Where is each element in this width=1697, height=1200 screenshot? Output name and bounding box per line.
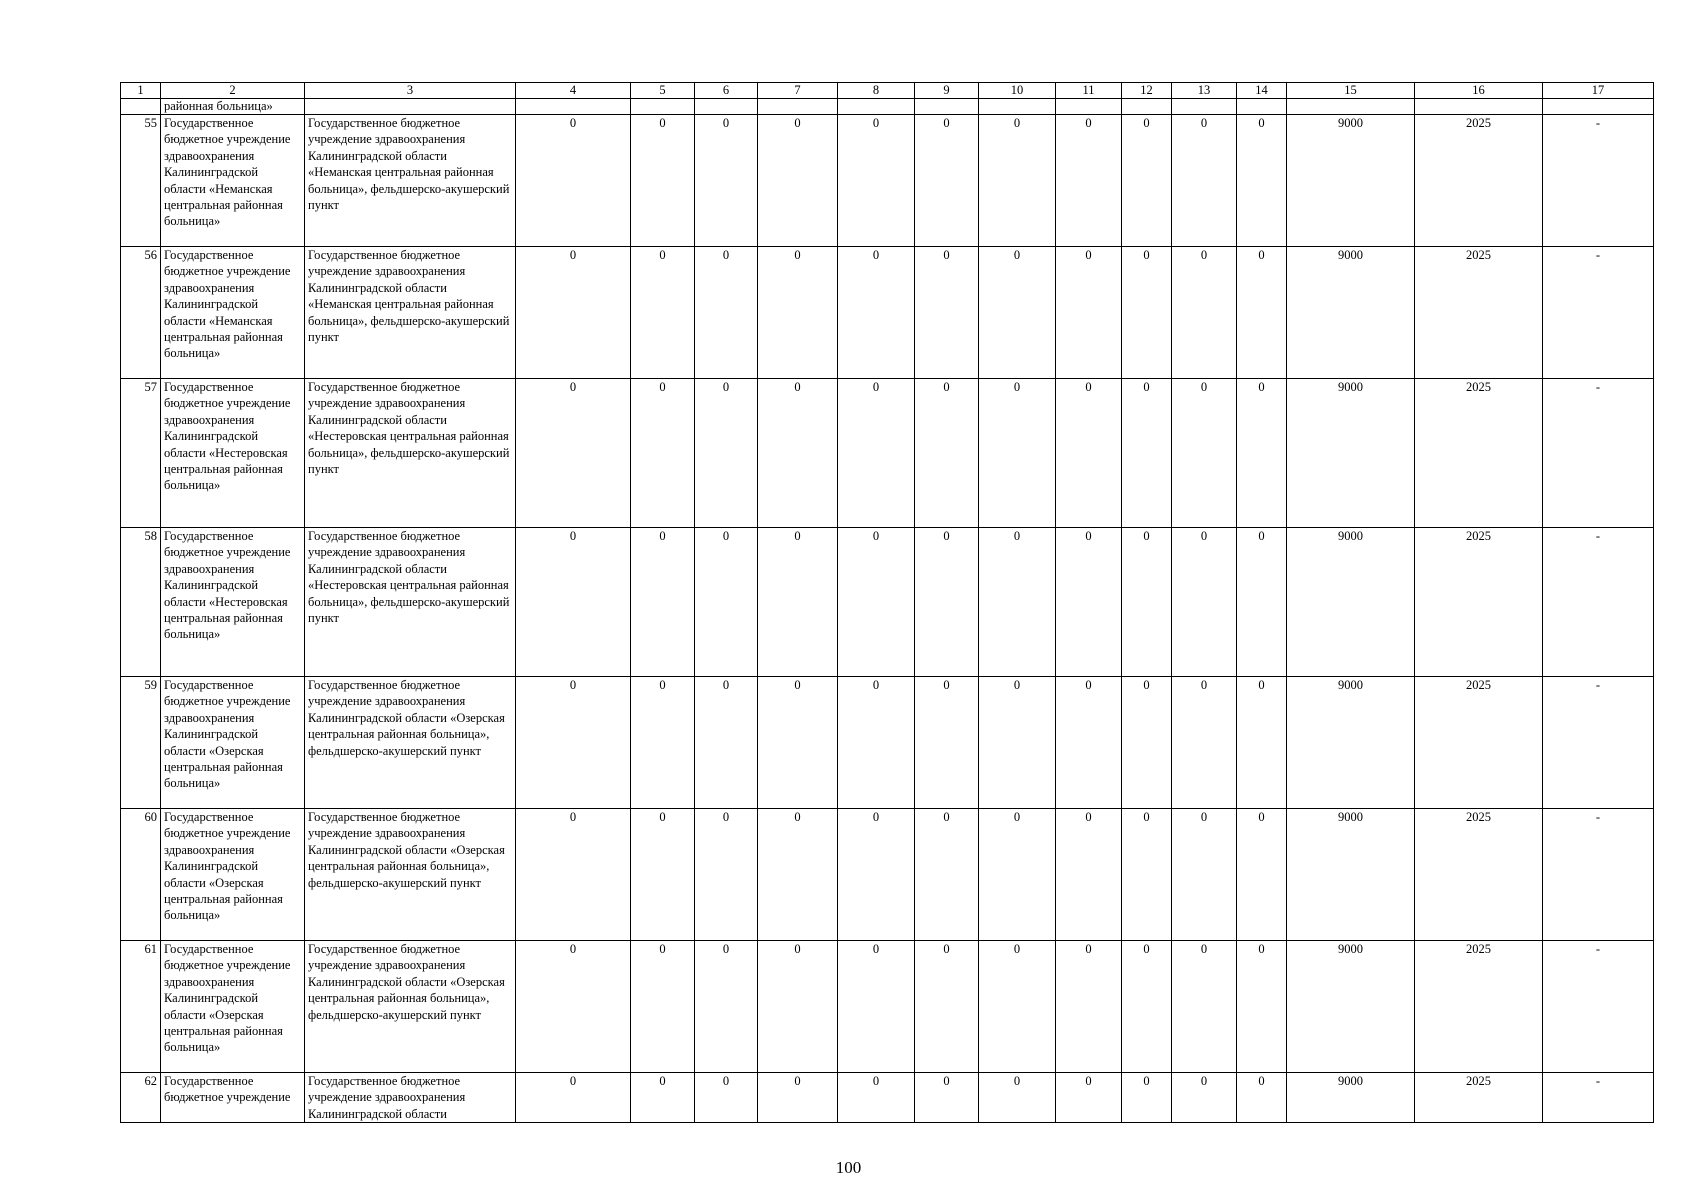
header-cell: 15: [1287, 83, 1415, 99]
value-cell: 0: [1237, 115, 1287, 247]
value-cell: 0: [1237, 247, 1287, 379]
table-row: [121, 115, 1654, 247]
value-cell: 0: [915, 115, 979, 247]
table-row: [121, 247, 1654, 379]
value-cell: 2025: [1415, 809, 1543, 941]
value-cell: 9000: [1287, 809, 1415, 941]
value-cell: 2025: [1415, 1073, 1543, 1123]
value-cell: 0: [838, 941, 915, 1073]
value-cell: 9000: [1287, 379, 1415, 528]
value-cell: 0: [979, 809, 1056, 941]
value-cell: 0: [915, 379, 979, 528]
value-cell: 0: [1237, 528, 1287, 677]
value-cell: 0: [1122, 677, 1172, 809]
value-cell: 0: [758, 1073, 838, 1123]
value-cell: 0: [631, 809, 695, 941]
value-cell: 0: [695, 809, 758, 941]
header-cell: 14: [1237, 83, 1287, 99]
value-cell: 0: [915, 941, 979, 1073]
value-cell: 9000: [1287, 528, 1415, 677]
value-cell: 9000: [1287, 1073, 1415, 1123]
header-cell: 1: [121, 83, 161, 99]
value-cell: 0: [1056, 115, 1122, 247]
value-cell: 0: [631, 1073, 695, 1123]
value-cell: 0: [1237, 379, 1287, 528]
value-cell: 0: [1122, 379, 1172, 528]
value-cell: 0: [695, 247, 758, 379]
header-cell: 11: [1056, 83, 1122, 99]
header-cell: 7: [758, 83, 838, 99]
value-cell: -: [1543, 1073, 1654, 1123]
organization-cell: Государственное бюджетное учреждение здравоохранения Калининградской области «Озерская центральная районная больница»: [161, 809, 305, 941]
header-row: [121, 83, 1654, 99]
row-number: 57: [121, 379, 161, 528]
row-number: 60: [121, 809, 161, 941]
header-cell: 16: [1415, 83, 1543, 99]
table-body: [121, 115, 1654, 1123]
value-cell: 0: [1122, 941, 1172, 1073]
value-cell: 0: [1172, 941, 1237, 1073]
value-cell: 0: [695, 677, 758, 809]
header-cell: 8: [838, 83, 915, 99]
value-cell: 0: [695, 941, 758, 1073]
organization-cell: Государственное бюджетное учреждение: [161, 1073, 305, 1123]
value-cell: -: [1543, 379, 1654, 528]
value-cell: 0: [1237, 677, 1287, 809]
value-cell: 0: [1172, 528, 1237, 677]
header-cell: 10: [979, 83, 1056, 99]
header-cell: 5: [631, 83, 695, 99]
value-cell: 0: [979, 379, 1056, 528]
value-cell: 0: [979, 115, 1056, 247]
value-cell: 0: [915, 809, 979, 941]
table-row: [121, 941, 1654, 1073]
value-cell: 0: [1172, 809, 1237, 941]
value-cell: 0: [1172, 115, 1237, 247]
object-cell: Государственное бюджетное учреждение здравоохранения Калининградской области: [305, 1073, 516, 1123]
organization-cell: Государственное бюджетное учреждение здравоохранения Калининградской области «Неманская центральная районная больница»: [161, 115, 305, 247]
object-cell: Государственное бюджетное учреждение здравоохранения Калининградской области «Неманская центральная районная больница», фельдшерско-акушерский пункт: [305, 247, 516, 379]
value-cell: 9000: [1287, 115, 1415, 247]
value-cell: 0: [1056, 247, 1122, 379]
value-cell: -: [1543, 115, 1654, 247]
table-row: [121, 528, 1654, 677]
row-number: 56: [121, 247, 161, 379]
row-number: 61: [121, 941, 161, 1073]
value-cell: 0: [979, 1073, 1056, 1123]
continuation-text: районная больница»: [161, 99, 305, 115]
header-cell: 9: [915, 83, 979, 99]
header-cell: 13: [1172, 83, 1237, 99]
value-cell: 0: [838, 379, 915, 528]
value-cell: 0: [838, 247, 915, 379]
value-cell: 0: [1056, 677, 1122, 809]
value-cell: 0: [1056, 1073, 1122, 1123]
value-cell: 0: [1122, 115, 1172, 247]
value-cell: 0: [1056, 809, 1122, 941]
value-cell: 0: [631, 677, 695, 809]
value-cell: 9000: [1287, 677, 1415, 809]
value-cell: 0: [1122, 1073, 1172, 1123]
value-cell: 0: [915, 528, 979, 677]
value-cell: 0: [758, 115, 838, 247]
value-cell: 0: [1122, 809, 1172, 941]
value-cell: 2025: [1415, 941, 1543, 1073]
data-table: [120, 82, 1654, 1123]
value-cell: 0: [838, 115, 915, 247]
value-cell: 0: [758, 247, 838, 379]
object-cell: Государственное бюджетное учреждение здравоохранения Калининградской области «Озерская центральная районная больница», фельдшерско-акушерский пункт: [305, 677, 516, 809]
object-cell: Государственное бюджетное учреждение здравоохранения Калининградской области «Нестеровская центральная районная больница», фельдшерско-акушерский пункт: [305, 379, 516, 528]
value-cell: 0: [695, 115, 758, 247]
value-cell: 0: [631, 115, 695, 247]
value-cell: 0: [1237, 809, 1287, 941]
object-cell: Государственное бюджетное учреждение здравоохранения Калининградской области «Нестеровская центральная районная больница», фельдшерско-акушерский пункт: [305, 528, 516, 677]
value-cell: 0: [516, 1073, 631, 1123]
value-cell: 0: [516, 528, 631, 677]
value-cell: 0: [516, 941, 631, 1073]
header-cell: 6: [695, 83, 758, 99]
row-number: 62: [121, 1073, 161, 1123]
header-cell: 2: [161, 83, 305, 99]
header-cell: 17: [1543, 83, 1654, 99]
value-cell: 0: [915, 1073, 979, 1123]
value-cell: 0: [979, 528, 1056, 677]
value-cell: 0: [1122, 528, 1172, 677]
value-cell: 0: [1237, 1073, 1287, 1123]
table-row: [121, 809, 1654, 941]
value-cell: 0: [631, 528, 695, 677]
value-cell: 0: [516, 677, 631, 809]
row-number: 58: [121, 528, 161, 677]
object-cell: Государственное бюджетное учреждение здравоохранения Калининградской области «Озерская центральная районная больница», фельдшерско-акушерский пункт: [305, 809, 516, 941]
value-cell: 0: [1237, 941, 1287, 1073]
value-cell: 0: [516, 809, 631, 941]
value-cell: 9000: [1287, 941, 1415, 1073]
value-cell: 0: [979, 941, 1056, 1073]
value-cell: 0: [915, 677, 979, 809]
organization-cell: Государственное бюджетное учреждение здравоохранения Калининградской области «Неманская центральная районная больница»: [161, 247, 305, 379]
value-cell: 0: [915, 247, 979, 379]
value-cell: 2025: [1415, 528, 1543, 677]
page-number: 100: [835, 1158, 862, 1177]
value-cell: 0: [838, 809, 915, 941]
value-cell: 0: [1122, 247, 1172, 379]
value-cell: 0: [1172, 1073, 1237, 1123]
value-cell: 0: [838, 677, 915, 809]
value-cell: 0: [1172, 247, 1237, 379]
value-cell: 0: [1056, 941, 1122, 1073]
object-cell: Государственное бюджетное учреждение здравоохранения Калининградской области «Озерская центральная районная больница», фельдшерско-акушерский пункт: [305, 941, 516, 1073]
value-cell: 9000: [1287, 247, 1415, 379]
row-number: 55: [121, 115, 161, 247]
table-row: [121, 379, 1654, 528]
value-cell: 0: [758, 941, 838, 1073]
value-cell: 0: [758, 379, 838, 528]
value-cell: 0: [695, 1073, 758, 1123]
value-cell: 0: [631, 379, 695, 528]
row-number: 59: [121, 677, 161, 809]
value-cell: 0: [1172, 379, 1237, 528]
value-cell: 0: [758, 677, 838, 809]
header-cell: 3: [305, 83, 516, 99]
organization-cell: Государственное бюджетное учреждение здравоохранения Калининградской области «Нестеровская центральная районная больница»: [161, 528, 305, 677]
value-cell: 0: [758, 528, 838, 677]
object-cell: Государственное бюджетное учреждение здравоохранения Калининградской области «Неманская центральная районная больница», фельдшерско-акушерский пункт: [305, 115, 516, 247]
table-row: [121, 677, 1654, 809]
value-cell: 0: [1056, 528, 1122, 677]
value-cell: 0: [631, 941, 695, 1073]
value-cell: 0: [979, 247, 1056, 379]
value-cell: 0: [695, 379, 758, 528]
value-cell: 0: [758, 809, 838, 941]
value-cell: -: [1543, 941, 1654, 1073]
value-cell: 0: [516, 379, 631, 528]
value-cell: 2025: [1415, 247, 1543, 379]
header-cell: 4: [516, 83, 631, 99]
value-cell: 0: [695, 528, 758, 677]
value-cell: 0: [516, 247, 631, 379]
value-cell: -: [1543, 247, 1654, 379]
value-cell: 2025: [1415, 115, 1543, 247]
value-cell: -: [1543, 677, 1654, 809]
organization-cell: Государственное бюджетное учреждение здравоохранения Калининградской области «Нестеровская центральная районная больница»: [161, 379, 305, 528]
table-row: [121, 1073, 1654, 1123]
value-cell: 0: [1056, 379, 1122, 528]
value-cell: 0: [516, 115, 631, 247]
value-cell: -: [1543, 809, 1654, 941]
value-cell: 2025: [1415, 379, 1543, 528]
organization-cell: Государственное бюджетное учреждение здравоохранения Калининградской области «Озерская центральная районная больница»: [161, 677, 305, 809]
continuation-row: [121, 99, 1654, 115]
value-cell: -: [1543, 528, 1654, 677]
value-cell: 0: [838, 1073, 915, 1123]
value-cell: 0: [1172, 677, 1237, 809]
organization-cell: Государственное бюджетное учреждение здравоохранения Калининградской области «Озерская центральная районная больница»: [161, 941, 305, 1073]
value-cell: 2025: [1415, 677, 1543, 809]
header-cell: 12: [1122, 83, 1172, 99]
value-cell: 0: [631, 247, 695, 379]
value-cell: 0: [838, 528, 915, 677]
value-cell: 0: [979, 677, 1056, 809]
